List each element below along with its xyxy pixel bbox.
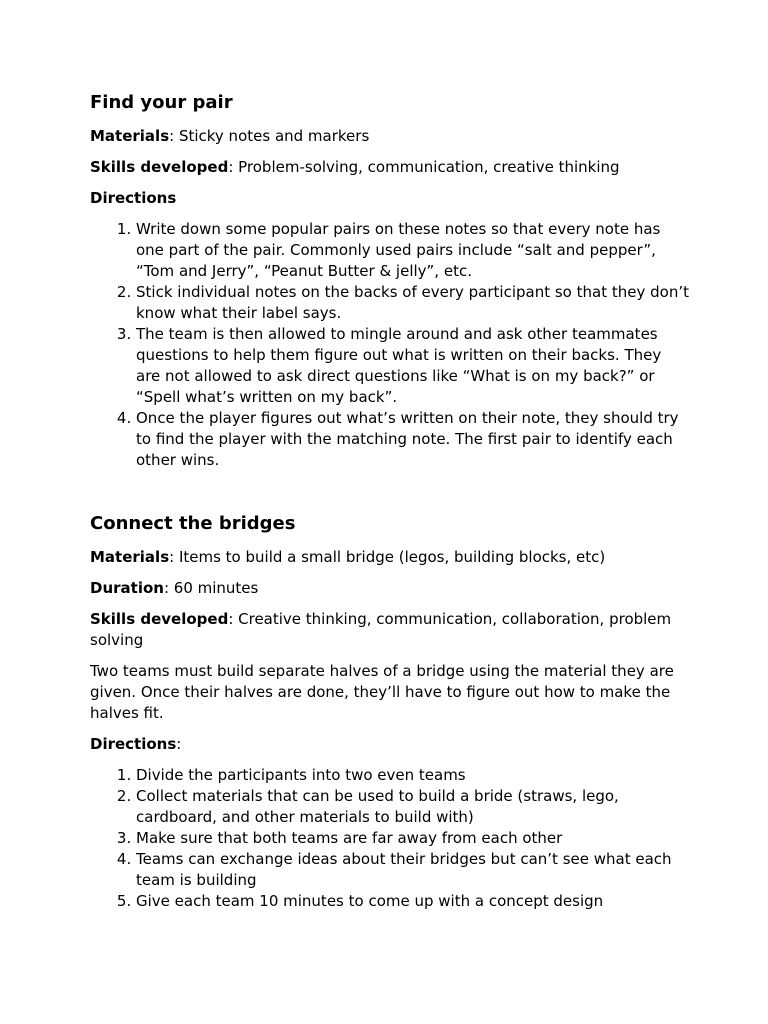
list-item: 4. Teams can exchange ideas about their bridges but can’t see what each team is building: [136, 849, 690, 891]
materials-value: : Items to build a small bridge (legos, building blocks, etc): [169, 548, 606, 566]
directions-list: [90, 219, 690, 471]
list-item: 2. Stick individual notes on the backs of every participant so that they don’t know what their label says.: [136, 282, 690, 324]
list-item: 3. The team is then allowed to mingle around and ask other teammates questions to help them figure out what is written on their backs. They are not allowed to ask direct questions like “What is on my back?” or “Spell what’s written on my back”.: [136, 324, 690, 408]
materials-value: : Sticky notes and markers: [169, 127, 370, 145]
materials-label: Materials: [90, 548, 170, 566]
list-item: 1. Write down some popular pairs on these notes so that every note has one part of the pair. Commonly used pairs include “salt and pepper”, “Tom and Jerry”, “Peanut Butter & jelly”, etc.: [136, 219, 690, 282]
skills-value: : Creative thinking, communication, collaboration, problem solving: [90, 610, 672, 649]
section-description: Two teams must build separate halves of a bridge using the material they are given. Once their halves are done, they’ll have to figure out how to make the halves fit.: [90, 662, 674, 722]
directions-list: [90, 765, 690, 912]
materials-label: Materials: [90, 127, 170, 145]
section-title-find-your-pair: Find your pair: [90, 92, 233, 113]
skills-value: : Problem-solving, communication, creative thinking: [228, 158, 620, 176]
directions-label: Directions: [90, 735, 177, 753]
directions-suffix: :: [176, 735, 182, 753]
materials-line: [90, 126, 690, 147]
directions-heading: [90, 188, 690, 209]
list-item: 2. Collect materials that can be used to build a bride (straws, lego, cardboard, and other materials to build with): [136, 786, 690, 828]
section-title-connect-the-bridges: Connect the bridges: [90, 513, 296, 534]
list-item: 1. Divide the participants into two even teams: [136, 765, 690, 786]
list-item: 4. Once the player figures out what’s written on their note, they should try to find the player with the matching note. The first pair to identify each other wins.: [136, 408, 690, 471]
directions-heading: [90, 734, 690, 755]
list-item: 5. Give each team 10 minutes to come up with a concept design: [136, 891, 690, 912]
directions-label: Directions: [90, 189, 177, 207]
duration-line: [90, 578, 690, 599]
duration-label: Duration: [90, 579, 164, 597]
skills-label: Skills developed: [90, 158, 229, 176]
list-item: 3. Make sure that both teams are far away from each other: [136, 828, 690, 849]
duration-value: : 60 minutes: [163, 579, 259, 597]
skills-line: [90, 609, 690, 651]
document-content: [90, 90, 690, 912]
skills-label: Skills developed: [90, 610, 229, 628]
skills-line: [90, 157, 690, 178]
materials-line: [90, 547, 690, 568]
